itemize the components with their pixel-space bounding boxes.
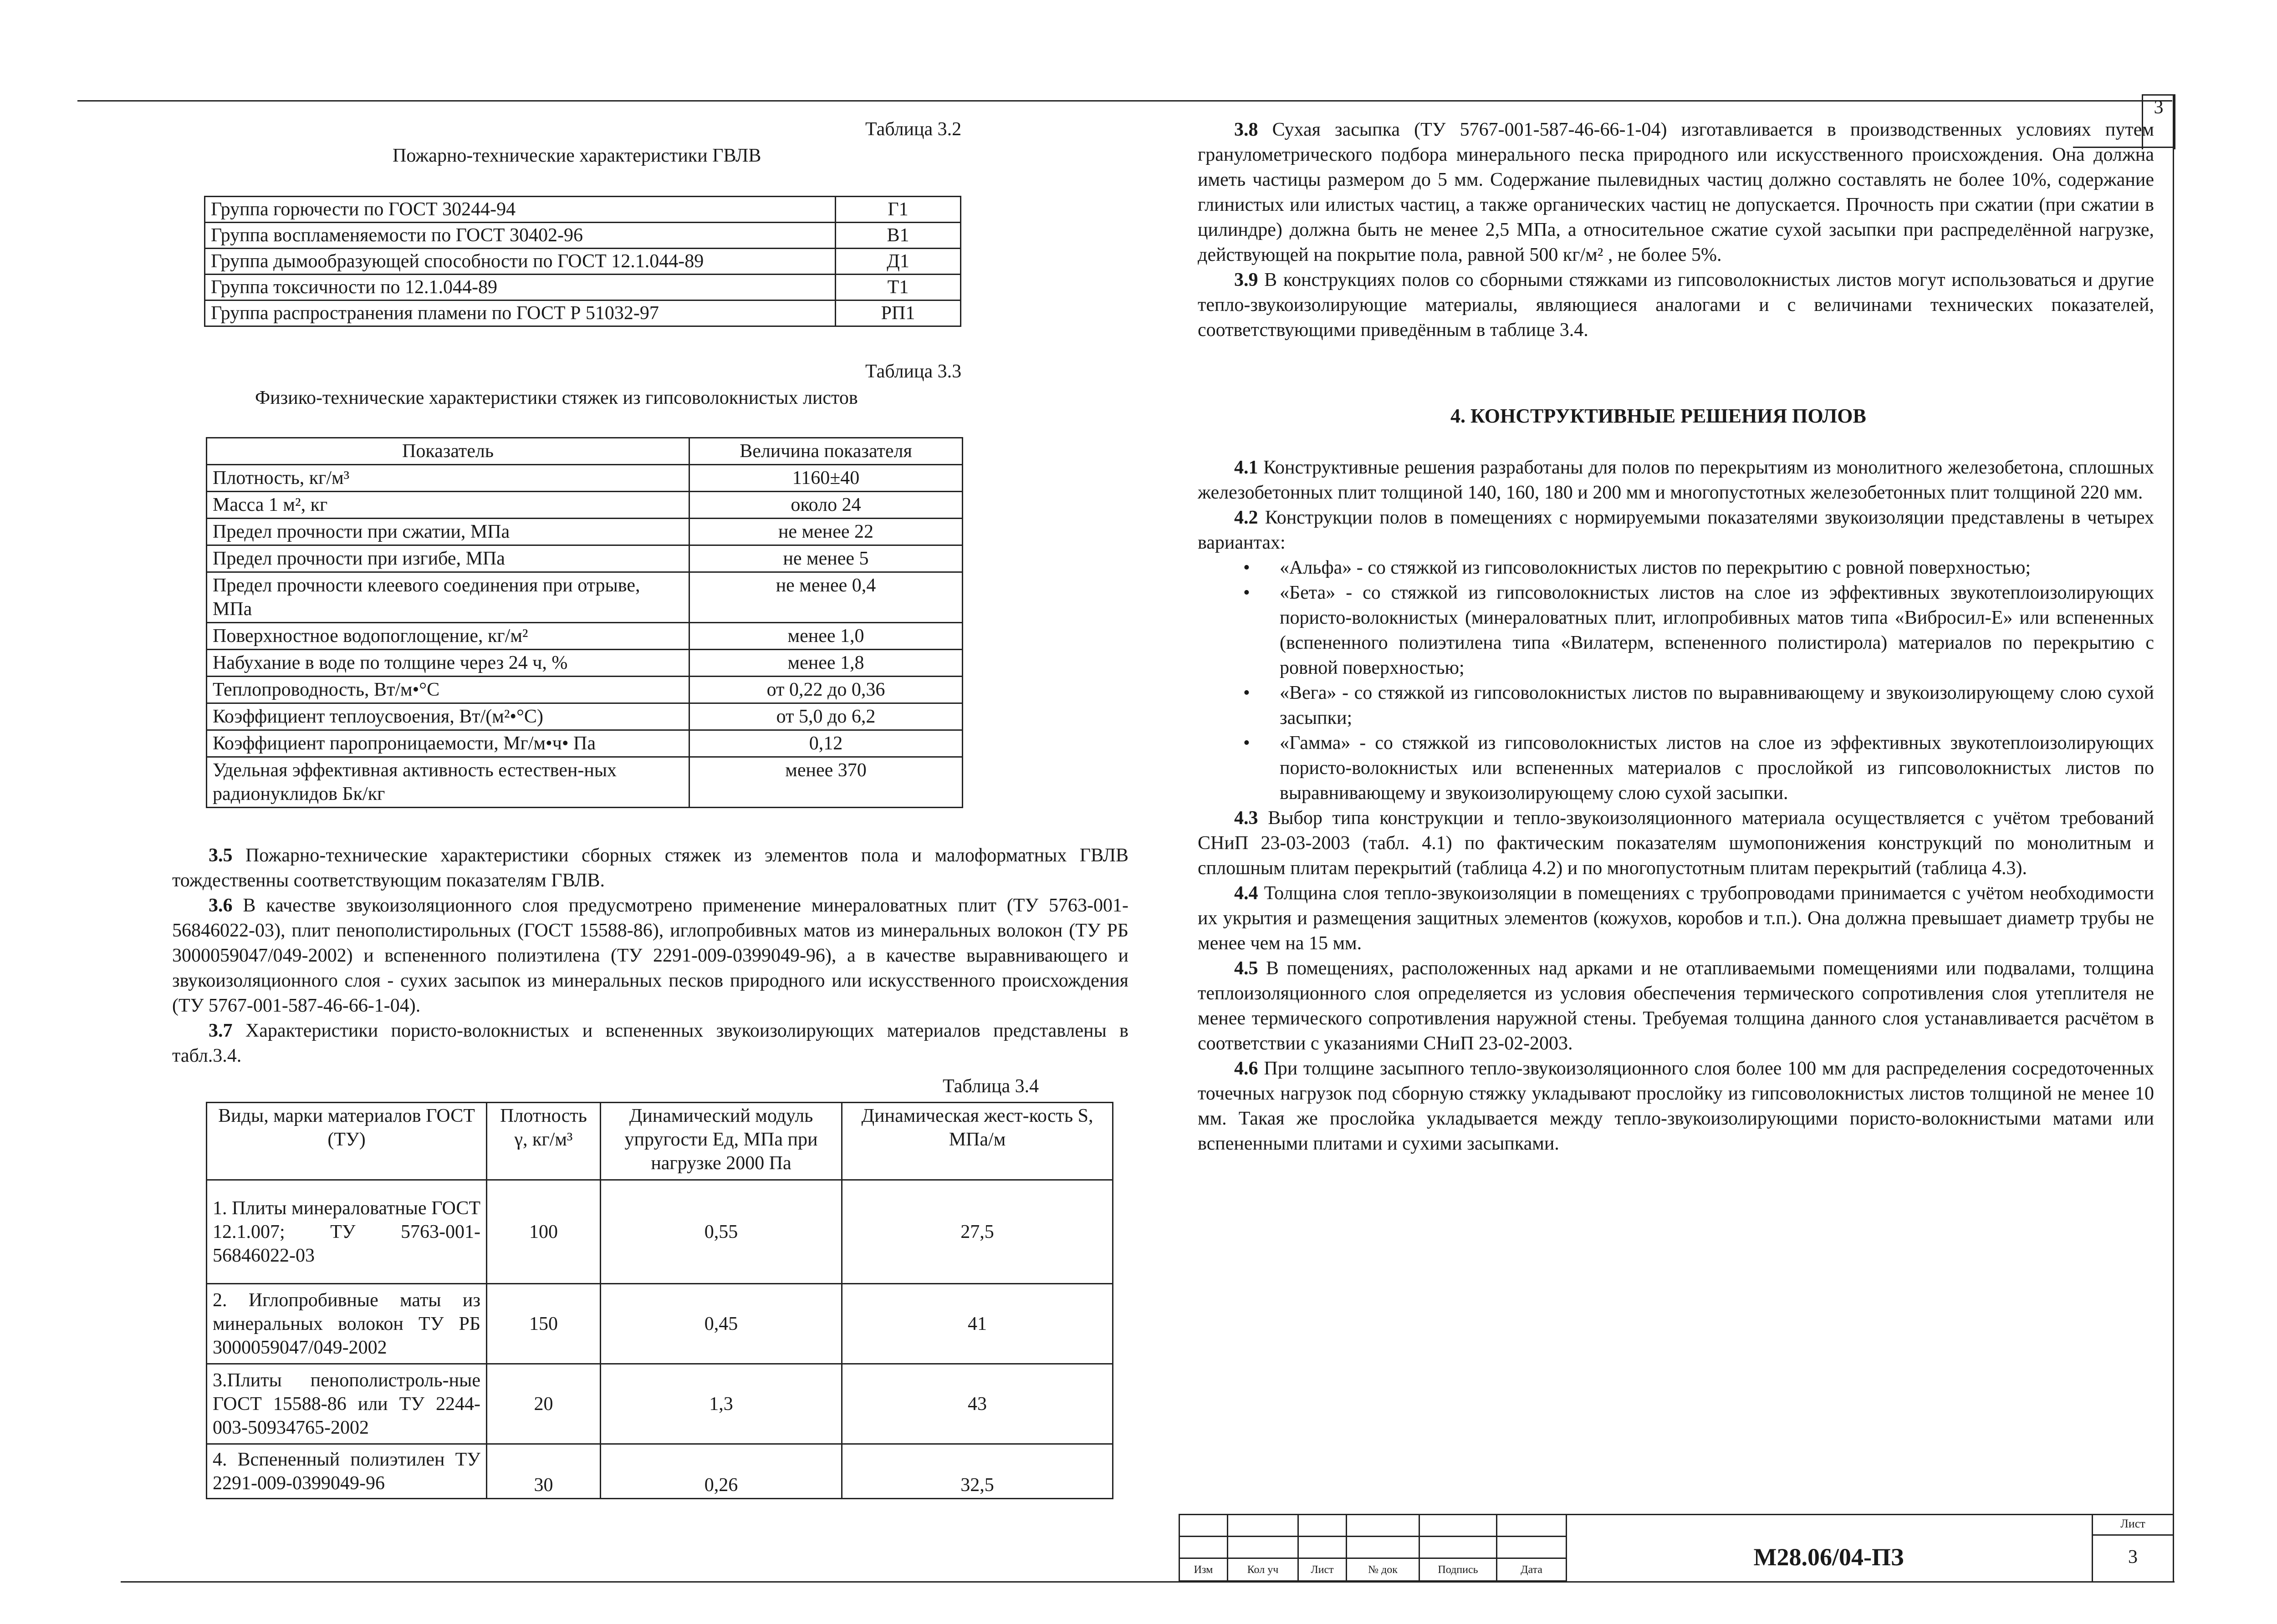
- cell-modulus: 0,26: [601, 1444, 842, 1499]
- table-row: [207, 703, 963, 730]
- header-indicator: Показатель: [207, 438, 689, 465]
- cell-param: Группа воспламеняемости по ГОСТ 30402-96: [205, 223, 836, 249]
- table-row: [207, 1284, 1113, 1364]
- stamp-code-box: [1566, 1514, 2092, 1582]
- cell-stiffness: 43: [842, 1364, 1113, 1444]
- list-item: • «Вега» - со стяжкой из гипсоволокнистых листов по выравнивающему и звукоизолирующему слою сухой засыпки;: [1198, 681, 2154, 731]
- cell-material: 4. Вспененный полиэтилен ТУ 2291-009-0399049-96: [207, 1444, 487, 1499]
- cell-modulus: 0,55: [601, 1180, 842, 1284]
- cell-param: Группа токсичности по 12.1.044-89: [205, 275, 836, 300]
- cell-value: менее 370: [689, 757, 963, 808]
- header-value: Величина показателя: [689, 438, 963, 465]
- table-row: [207, 1444, 1113, 1499]
- paragraph-text: Конструктивные решения разработаны для полов по перекрытиям из монолитного железобетона, сплошных железобетонных плит толщиной 140, 160, 180 и 200 мм и многопустотных железобетонных плит толщиной 220 мм.: [1198, 457, 2154, 503]
- table-row: [207, 492, 963, 519]
- table-row: [207, 1180, 1113, 1284]
- table-row: [205, 249, 961, 275]
- table-3-4-label: Таблица 3.4: [943, 1076, 1039, 1097]
- cell-param: Группа дымообразующей способности по ГОСТ 12.1.044-89: [205, 249, 836, 275]
- cell-param: Группа горючести по ГОСТ 30244-94: [205, 197, 836, 223]
- stamp-sheet-box: [2092, 1514, 2173, 1582]
- cell-modulus: 1,3: [601, 1364, 842, 1444]
- paragraph-4-3: [1198, 806, 2154, 881]
- cell-param: Предел прочности клеевого соединения при отрыве, МПа: [207, 572, 689, 623]
- paragraph-text: Выбор типа конструкции и тепло-звукоизоляционного материала осуществляется с учётом требований СНиП 23-03-2003 (табл. 4.1) по фактическим показателям шумопонижения конструкций по монолитным и сплошным плитам перекрытий (таблица 4.2) и по многопустотным плитам перекрытий (таблица 4.3).: [1198, 808, 2154, 879]
- paragraph-number: 4.3: [1234, 808, 1258, 829]
- left-paragraphs: [172, 843, 1128, 1069]
- paragraph-3-7: [172, 1018, 1128, 1069]
- cell-density: 150: [487, 1284, 601, 1364]
- paragraph-number: 4.5: [1234, 958, 1258, 979]
- paragraph-number: 3.5: [209, 845, 233, 866]
- table-row: [207, 730, 963, 757]
- cell-value: Г1: [836, 197, 961, 223]
- cell-param: Предел прочности при сжатии, МПа: [207, 519, 689, 545]
- cell-material: 3.Плиты пенополистроль-ные ГОСТ 15588-86 или ТУ 2244-003-50934765-2002: [207, 1364, 487, 1444]
- header-material: Виды, марки материалов ГОСТ (ТУ): [207, 1103, 487, 1180]
- paragraph-text: В конструкциях полов со сборными стяжками из гипсоволокнистых листов могут использоваться и другие тепло-звукоизолирующие материалы, являющиеся аналогами и с величинами технических показателей, соответствующими приведённым в таблице 3.4.: [1198, 270, 2154, 341]
- stamp-label: Лист: [1298, 1558, 1347, 1581]
- paragraph-number: 3.9: [1234, 270, 1258, 290]
- cell-param: Коэффициент теплоусвоения, Вт/(м²•°С): [207, 703, 689, 730]
- paragraph-text: При толщине засыпного тепло-звукоизоляционного слоя более 100 мм для распределения сосредоточенных точечных нагрузок под сборную стяжку укладывают прослойку из гипсоволокнистых листов толщиной не менее 10 мм. Такая же прослойка укладывается между тепло-звукоизолирующими пористо-волокнистыми матами или вспененными плитами и сухими засыпками.: [1198, 1058, 2154, 1154]
- cell-param: Группа распространения пламени по ГОСТ Р 51032-97: [205, 300, 836, 326]
- table-3-3: [206, 437, 963, 808]
- stamp-label: Кол уч: [1228, 1558, 1298, 1581]
- table-row: [205, 197, 961, 223]
- cell-value: от 0,22 до 0,36: [689, 677, 963, 703]
- table-header-row: [207, 438, 963, 465]
- cell-value: 0,12: [689, 730, 963, 757]
- corner-sheet-number: 3: [2154, 97, 2164, 118]
- stamp-sheet-divider: [2093, 1534, 2173, 1536]
- section-heading: 4. КОНСТРУКТИВНЫЕ РЕШЕНИЯ ПОЛОВ: [1450, 405, 1866, 427]
- variants-list: [1198, 555, 2154, 806]
- table-row: [205, 275, 961, 300]
- cell-param: Плотность, кг/м³: [207, 465, 689, 492]
- cell-value: не менее 22: [689, 519, 963, 545]
- paragraph-4-6: [1198, 1056, 2154, 1156]
- cell-param: Масса 1 м², кг: [207, 492, 689, 519]
- table-3-2-body: [205, 197, 961, 326]
- cell-value: от 5,0 до 6,2: [689, 703, 963, 730]
- list-item: • «Гамма» - со стяжкой из гипсоволокнистых листов на слое из эффективных звукотеплоизолирующих пористо-волокнистых или вспененных материалов с прослойкой из гипсоволокнистых листов по выравнивающему и звукоизолирующему слою сухой засыпки.: [1198, 731, 2154, 806]
- cell-param: Теплопроводность, Вт/м•°С: [207, 677, 689, 703]
- cell-param: Набухание в воде по толщине через 24 ч, %: [207, 650, 689, 677]
- cell-value: менее 1,8: [689, 650, 963, 677]
- table-3-3-label: Таблица 3.3: [865, 361, 962, 382]
- paragraph-text: Характеристики пористо-волокнистых и вспененных звукоизолирующих материалов представлены в табл.3.4.: [172, 1020, 1128, 1066]
- cell-material: 2. Иглопробивные маты из минеральных волокон ТУ РБ 3000059047/049-2002: [207, 1284, 487, 1364]
- paragraph-4-2: [1198, 505, 2154, 555]
- paragraph-4-4: [1198, 881, 2154, 956]
- cell-param: Предел прочности при изгибе, МПа: [207, 545, 689, 572]
- paragraph-number: 3.6: [209, 895, 233, 916]
- document-code: М28.06/04-ПЗ: [1753, 1543, 1904, 1571]
- paragraph-text: В качестве звукоизоляционного слоя предусмотрено применение минераловатных плит (ТУ 5763-001-56846022-03), плит пенополистирольных (ГОСТ 15588-86), иглопробивных матов из минеральных волокон (ТУ РБ 3000059047/049-2002) и вспененного полиэтилена (ТУ 2291-009-0399049-96), а в качестве выравнивающего и звукоизоляционного слоя - сухих засыпок из минеральных песков природного или искусственного происхождения (ТУ 5767-001-587-46-66-1-04).: [172, 895, 1128, 1016]
- header-density: Плотность γ, кг/м³: [487, 1103, 601, 1180]
- table-row: [205, 300, 961, 326]
- table-row: [207, 465, 963, 492]
- stamp-label: Изм: [1179, 1558, 1228, 1581]
- cell-density: 30: [487, 1444, 601, 1499]
- cell-material: 1. Плиты минераловатные ГОСТ 12.1.007; ТУ 5763-001-56846022-03: [207, 1180, 487, 1284]
- cell-density: 100: [487, 1180, 601, 1284]
- table-row: [205, 223, 961, 249]
- title-block-stamp: [1179, 1514, 2173, 1582]
- table-row: [207, 1364, 1113, 1444]
- table-3-2-title: Пожарно-технические характеристики ГВЛВ: [393, 145, 761, 166]
- table-3-2: [204, 196, 961, 327]
- cell-density: 20: [487, 1364, 601, 1444]
- stamp-label: № док: [1347, 1558, 1419, 1581]
- table-3-2-label: Таблица 3.2: [865, 119, 962, 140]
- frame-right-line: [2173, 94, 2174, 1583]
- table-3-4: [206, 1102, 1113, 1499]
- paragraph-number: 4.6: [1234, 1058, 1258, 1079]
- cell-value: РП1: [836, 300, 961, 326]
- paragraph-3-8: [1198, 117, 2154, 268]
- stamp-row: [1179, 1515, 1567, 1537]
- table-row: [207, 545, 963, 572]
- list-item: • «Альфа» - со стяжкой из гипсоволокнистых листов по перекрытию с ровной поверхностью;: [1198, 555, 2154, 580]
- stamp-label: Подпись: [1419, 1558, 1497, 1581]
- paragraph-text: Толщина слоя тепло-звукоизоляции в помещениях с трубопроводами принимается с учётом необходимости их укрытия и размещения защитных элементов (кожухов, коробов и т.п.). Она должна превышает диаметр трубы не менее чем на 15 мм.: [1198, 883, 2154, 954]
- paragraph-number: 3.8: [1234, 119, 1258, 140]
- paragraph-number: 4.1: [1234, 457, 1258, 478]
- cell-value: менее 1,0: [689, 623, 963, 650]
- paragraph-number: 4.4: [1234, 883, 1258, 904]
- cell-stiffness: 41: [842, 1284, 1113, 1364]
- paragraph-text: Пожарно-технические характеристики сборных стяжек из элементов пола и малоформатных ГВЛВ тождественны соответствующим показателям ГВЛВ.: [172, 845, 1128, 891]
- cell-value: 1160±40: [689, 465, 963, 492]
- cell-value: около 24: [689, 492, 963, 519]
- table-row: [207, 572, 963, 623]
- paragraph-text: Конструкции полов в помещениях с нормируемыми показателями звукоизоляции представлены в четырех вариантах:: [1198, 507, 2154, 553]
- table-3-3-title: Физико-технические характеристики стяжек из гипсоволокнистых листов: [255, 387, 858, 408]
- paragraph-4-1: [1198, 455, 2154, 505]
- stamp-sheet-label: Лист: [2120, 1517, 2145, 1530]
- cell-param: Удельная эффективная активность естествен-ных радионуклидов Бк/кг: [207, 757, 689, 808]
- stamp-sheet-number: 3: [2128, 1547, 2138, 1568]
- paragraph-text: В помещениях, расположенных над арками и не отапливаемыми помещениями или подвалами, толщина теплоизоляционного слоя определяется из условия обеспечения термического сопротивления слоя утеплителя не менее термического сопротивления наружной стены. Требуемая толщина данного слоя устанавливается расчётом в соответствии с указаниями СНиП 23-02-2003.: [1198, 958, 2154, 1054]
- cell-stiffness: 27,5: [842, 1180, 1113, 1284]
- header-stiffness: Динамическая жест-кость S, МПа/м: [842, 1103, 1113, 1180]
- cell-value: Д1: [836, 249, 961, 275]
- paragraph-3-5: [172, 843, 1128, 893]
- cell-stiffness: 32,5: [842, 1444, 1113, 1499]
- cell-param: Поверхностное водопоглощение, кг/м²: [207, 623, 689, 650]
- right-paragraphs-top: [1198, 117, 2154, 343]
- table-row: [207, 623, 963, 650]
- stamp-labels-row: [1179, 1558, 1567, 1581]
- paragraph-text: Сухая засыпка (ТУ 5767-001-587-46-66-1-04) изготавливается в производственных условиях путем гранулометрического подбора минерального песка природного или искусственного происхождения. Она должна иметь частицы размером до 5 мм. Содержание пылевидных частиц должно составлять не более 10%, содержание глинистых или илистых частиц, а также органических частиц не допускается. Прочность при сжатии (при сжатии в цилиндре) должна быть не менее 2,5 МПа, а относительное сжатие сухой засыпки при распределённой нагрузке, действующей на покрытие пола, равной 500 кг/м² , не более 5%.: [1198, 119, 2154, 265]
- cell-value: не менее 5: [689, 545, 963, 572]
- cell-param: Коэффициент паропроницаемости, Мг/м•ч• Па: [207, 730, 689, 757]
- paragraph-number: 3.7: [209, 1020, 233, 1041]
- right-paragraphs-main: [1198, 455, 2154, 1156]
- stamp-row: [1179, 1537, 1567, 1558]
- table-header-row: [207, 1103, 1113, 1180]
- paragraph-3-6: [172, 893, 1128, 1018]
- frame-top-line: [77, 100, 2172, 102]
- paragraph-number: 4.2: [1234, 507, 1258, 528]
- cell-modulus: 0,45: [601, 1284, 842, 1364]
- cell-value: не менее 0,4: [689, 572, 963, 623]
- cell-value: Т1: [836, 275, 961, 300]
- table-row: [207, 519, 963, 545]
- paragraph-3-9: [1198, 268, 2154, 343]
- paragraph-4-5: [1198, 956, 2154, 1056]
- list-item: • «Бета» - со стяжкой из гипсоволокнистых листов на слое из эффективных звукотеплоизолирующих пористо-волокнистых (минераловатных плит, иглопробивных матов типа «Вибросил-Е» или вспененных (вспененного полиэтилена типа «Вилатерм, вспененного полистирола) материалов по перекрытию с ровной поверхностью;: [1198, 580, 2154, 681]
- table-row: [207, 677, 963, 703]
- cell-value: В1: [836, 223, 961, 249]
- stamp-grid: [1179, 1514, 1567, 1582]
- table-row: [207, 757, 963, 808]
- stamp-label: Дата: [1497, 1558, 1567, 1581]
- table-row: [207, 650, 963, 677]
- header-modulus: Динамический модуль упругости Eд, МПа при нагрузке 2000 Па: [601, 1103, 842, 1180]
